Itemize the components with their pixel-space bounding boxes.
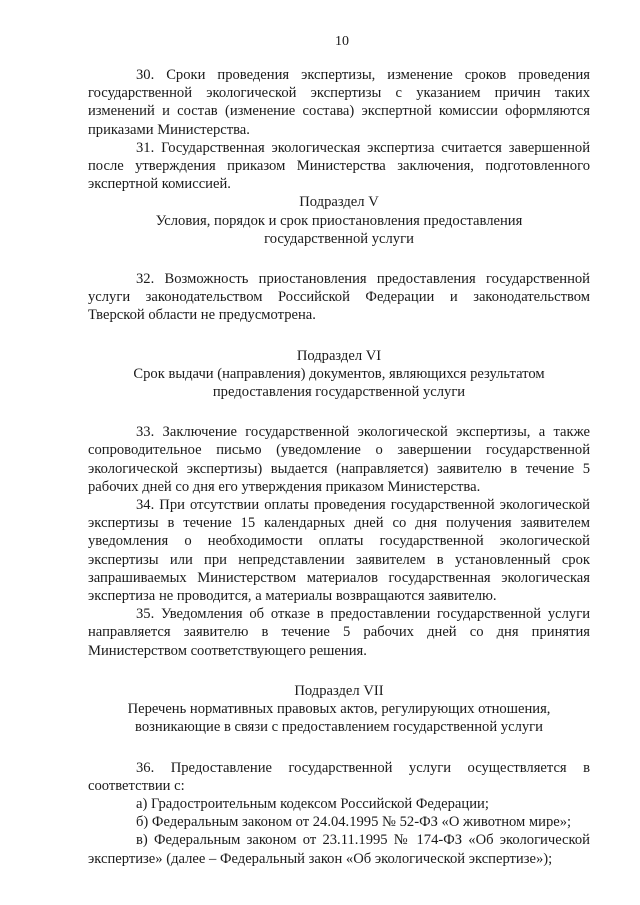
paragraph-32: 32. Возможность приостановления предоставления государственной услуги законодательством Российской Федерации и законодательством Тверской области не предусмотрена.: [88, 271, 590, 324]
paragraph-31: 31. Государственная экологическая экспертиза считается завершенной после утверждения приказом Министерства заключения, подготовленного экспертной комиссией.: [88, 139, 590, 193]
paragraph-35: 35. Уведомления об отказе в предоставлении государственной услуги направляется заявителю в течение 5 рабочих дней со дня принятия Министерством соответствующего решения.: [88, 606, 590, 659]
subsection-7-title: Перечень нормативных правовых актов, регулирующих отношения, возникающие в связи с предоставлением государственной услуги: [127, 701, 551, 736]
paragraph-34: 34. При отсутствии оплаты проведения государственной экологической экспертизы в течение 15 календарных дней со дня получения заявителем уведомления о необходимости оплаты государственной экологической экспертизы или при непредставлении заявителем в установленный срок запрашиваемых Министерством материалов государственная экологическая экспертиза не проводится, а материалы возвращаются заявителю.: [88, 497, 590, 605]
document-body: [88, 66, 590, 868]
paragraph-33: 33. Заключение государственной экологической экспертизы, а также сопроводительное письмо (уведомление о завершении государственной экологической экспертизы) выдается (направляется) заявителю в течение 5 рабочих дней со дня его утверждения приказом Министерства.: [88, 424, 590, 495]
list-item-36a: а) Градостроительным кодексом Российской Федерации;: [136, 795, 489, 812]
paragraph-36: 36. Предоставление государственной услуги осуществляется в соответствии с:: [88, 759, 590, 794]
list-item-36c: в) Федеральным законом от 23.11.1995 № 174-ФЗ «Об экологической экспертизе» (далее – Федеральный закон «Об экологической экспертизе»);: [88, 832, 590, 867]
subsection-7-heading: Подраздел VII: [294, 682, 384, 699]
paragraph-30: 30. Сроки проведения экспертизы, изменение сроков проведения государственной экологической экспертизы с указанием причин таких изменений и состав (изменение состава) экспертной комиссии оформляются приказами Министерства.: [88, 67, 590, 138]
page-number: 10: [335, 34, 349, 49]
subsection-5-title: Условия, порядок и срок приостановления предоставления государственной услуги: [155, 212, 523, 247]
subsection-6-heading: Подраздел VI: [296, 347, 382, 364]
list-item-36b: б) Федеральным законом от 24.04.1995 № 52-ФЗ «О животном мире»;: [136, 814, 572, 831]
subsection-5-heading: Подраздел V: [299, 194, 379, 211]
subsection-6-title: Срок выдачи (направления) документов, являющихся результатом предоставления государственной услуги: [133, 365, 545, 401]
